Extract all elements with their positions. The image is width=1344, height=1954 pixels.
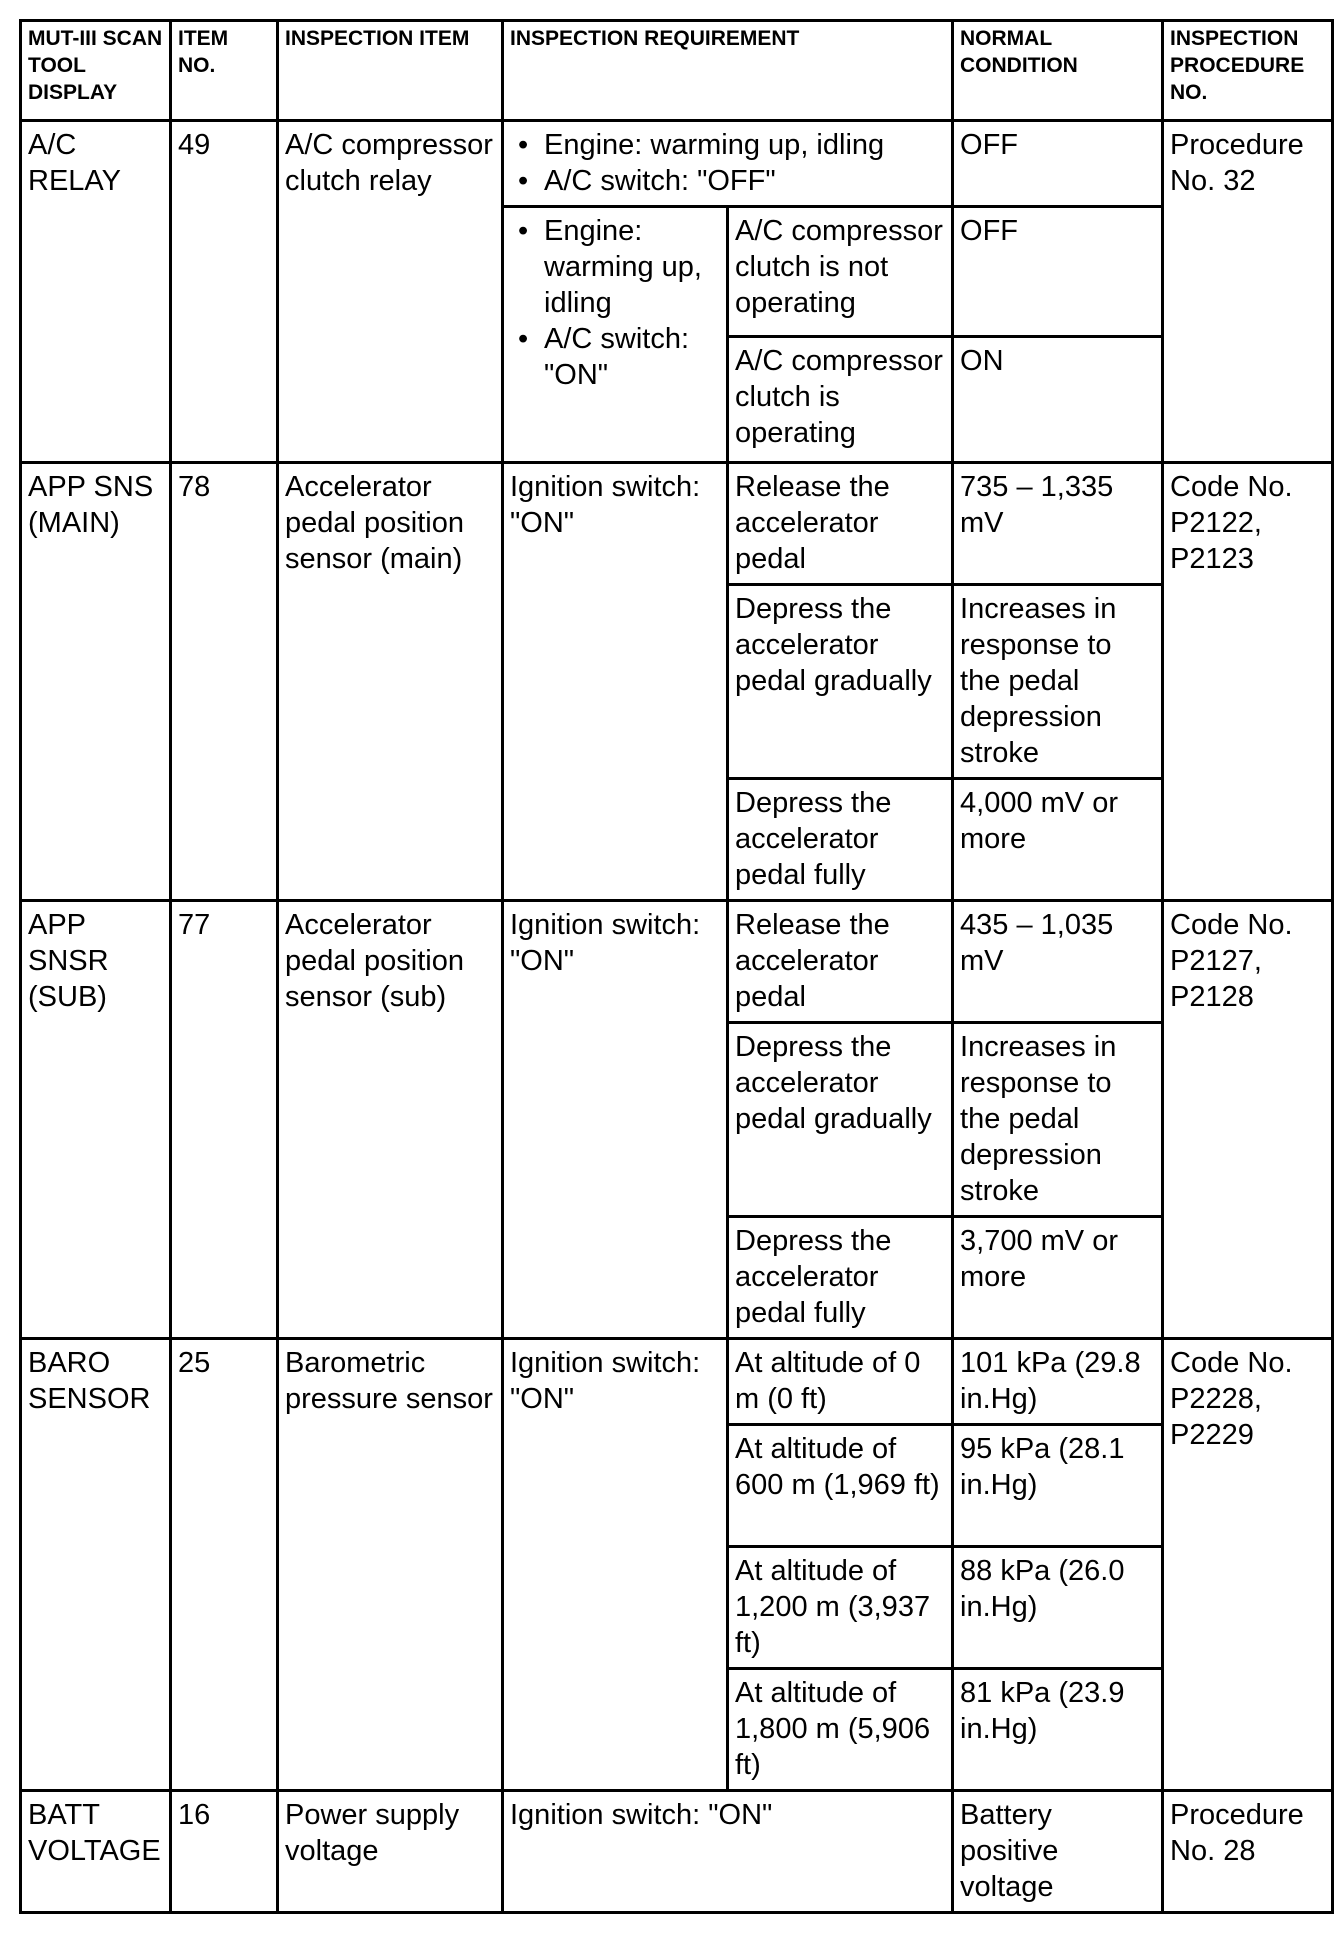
app-main-requirement: Ignition switch: "ON" (503, 463, 728, 901)
baro-normal-600m: 95 kPa (28.1 in.Hg) (953, 1425, 1163, 1547)
app-sub-requirement: Ignition switch: "ON" (503, 901, 728, 1339)
table-row (21, 1339, 1333, 1425)
requirement-bullet-list (510, 213, 720, 393)
ac-relay-clutch-operating: A/C compressor clutch is operating (728, 337, 953, 463)
app-sub-procedure: Code No. P2127, P2128 (1163, 901, 1333, 1339)
batt-display: BATT VOLTAGE (21, 1791, 171, 1913)
ac-relay-requirement-on (503, 207, 728, 463)
baro-normal-1200m: 88 kPa (26.0 in.Hg) (953, 1547, 1163, 1669)
app-sub-condition-release: Release the accelerator pedal (728, 901, 953, 1023)
baro-item-no: 25 (171, 1339, 278, 1791)
app-main-condition-gradual: Depress the accelerator pedal gradually (728, 585, 953, 779)
app-main-item: Accelerator pedal position sensor (main) (278, 463, 503, 901)
baro-condition-600m: At altitude of 600 m (1,969 ft) (728, 1425, 953, 1547)
app-sub-display: APP SNSR (SUB) (21, 901, 171, 1339)
app-main-procedure: Code No. P2122, P2123 (1163, 463, 1333, 901)
app-sub-item-no: 77 (171, 901, 278, 1339)
requirement-bullet: • Engine: warming up, idling (510, 127, 945, 163)
header-inspection-requirement: INSPECTION REQUIREMENT (503, 21, 953, 121)
app-main-normal-release: 735 – 1,335 mV (953, 463, 1163, 585)
header-inspection-item: INSPECTION ITEM (278, 21, 503, 121)
app-main-normal-gradual: Increases in response to the pedal depression stroke (953, 585, 1163, 779)
requirement-bullet: • A/C switch: "OFF" (510, 163, 945, 199)
baro-normal-0m: 101 kPa (29.8 in.Hg) (953, 1339, 1163, 1425)
baro-condition-0m: At altitude of 0 m (0 ft) (728, 1339, 953, 1425)
table-row (21, 121, 1333, 207)
app-main-display: APP SNS (MAIN) (21, 463, 171, 901)
ac-relay-requirement-off (503, 121, 953, 207)
app-sub-condition-gradual: Depress the accelerator pedal gradually (728, 1023, 953, 1217)
requirement-bullet: • A/C switch: "ON" (510, 321, 720, 393)
app-sub-condition-fully: Depress the accelerator pedal fully (728, 1217, 953, 1339)
requirement-bullet: • Engine: warming up, idling (510, 213, 720, 321)
batt-procedure: Procedure No. 28 (1163, 1791, 1333, 1913)
app-sub-item: Accelerator pedal position sensor (sub) (278, 901, 503, 1339)
header-item-no: ITEM NO. (171, 21, 278, 121)
baro-display: BARO SENSOR (21, 1339, 171, 1791)
app-sub-normal-fully: 3,700 mV or more (953, 1217, 1163, 1339)
baro-condition-1200m: At altitude of 1,200 m (3,937 ft) (728, 1547, 953, 1669)
baro-requirement: Ignition switch: "ON" (503, 1339, 728, 1791)
header-procedure-no: INSPECTION PROCEDURE NO. (1163, 21, 1333, 121)
app-main-condition-fully: Depress the accelerator pedal fully (728, 779, 953, 901)
ac-relay-clutch-not-operating: A/C compressor clutch is not operating (728, 207, 953, 337)
batt-normal: Battery positive voltage (953, 1791, 1163, 1913)
ac-relay-display: A/C RELAY (21, 121, 171, 463)
ac-relay-item-no: 49 (171, 121, 278, 463)
app-main-condition-release: Release the accelerator pedal (728, 463, 953, 585)
ac-relay-item: A/C compressor clutch relay (278, 121, 503, 463)
table-header-row (21, 21, 1333, 121)
baro-procedure: Code No. P2228, P2229 (1163, 1339, 1333, 1791)
header-scan-tool-display: MUT-III SCAN TOOL DISPLAY (21, 21, 171, 121)
app-sub-normal-gradual: Increases in response to the pedal depression stroke (953, 1023, 1163, 1217)
app-sub-normal-release: 435 – 1,035 mV (953, 901, 1163, 1023)
batt-item-no: 16 (171, 1791, 278, 1913)
table-row (21, 463, 1333, 585)
batt-item: Power supply voltage (278, 1791, 503, 1913)
ac-relay-normal-operating: ON (953, 337, 1163, 463)
header-normal-condition: NORMAL CONDITION (953, 21, 1163, 121)
requirement-bullet-list (510, 127, 945, 199)
inspection-table (19, 19, 1334, 1914)
table-row (21, 1791, 1333, 1913)
ac-relay-normal-off: OFF (953, 121, 1163, 207)
app-main-item-no: 78 (171, 463, 278, 901)
baro-item: Barometric pressure sensor (278, 1339, 503, 1791)
baro-condition-1800m: At altitude of 1,800 m (5,906 ft) (728, 1669, 953, 1791)
batt-requirement: Ignition switch: "ON" (503, 1791, 953, 1913)
ac-relay-procedure: Procedure No. 32 (1163, 121, 1333, 463)
ac-relay-normal-not-operating: OFF (953, 207, 1163, 337)
table-row (21, 901, 1333, 1023)
baro-normal-1800m: 81 kPa (23.9 in.Hg) (953, 1669, 1163, 1791)
app-main-normal-fully: 4,000 mV or more (953, 779, 1163, 901)
